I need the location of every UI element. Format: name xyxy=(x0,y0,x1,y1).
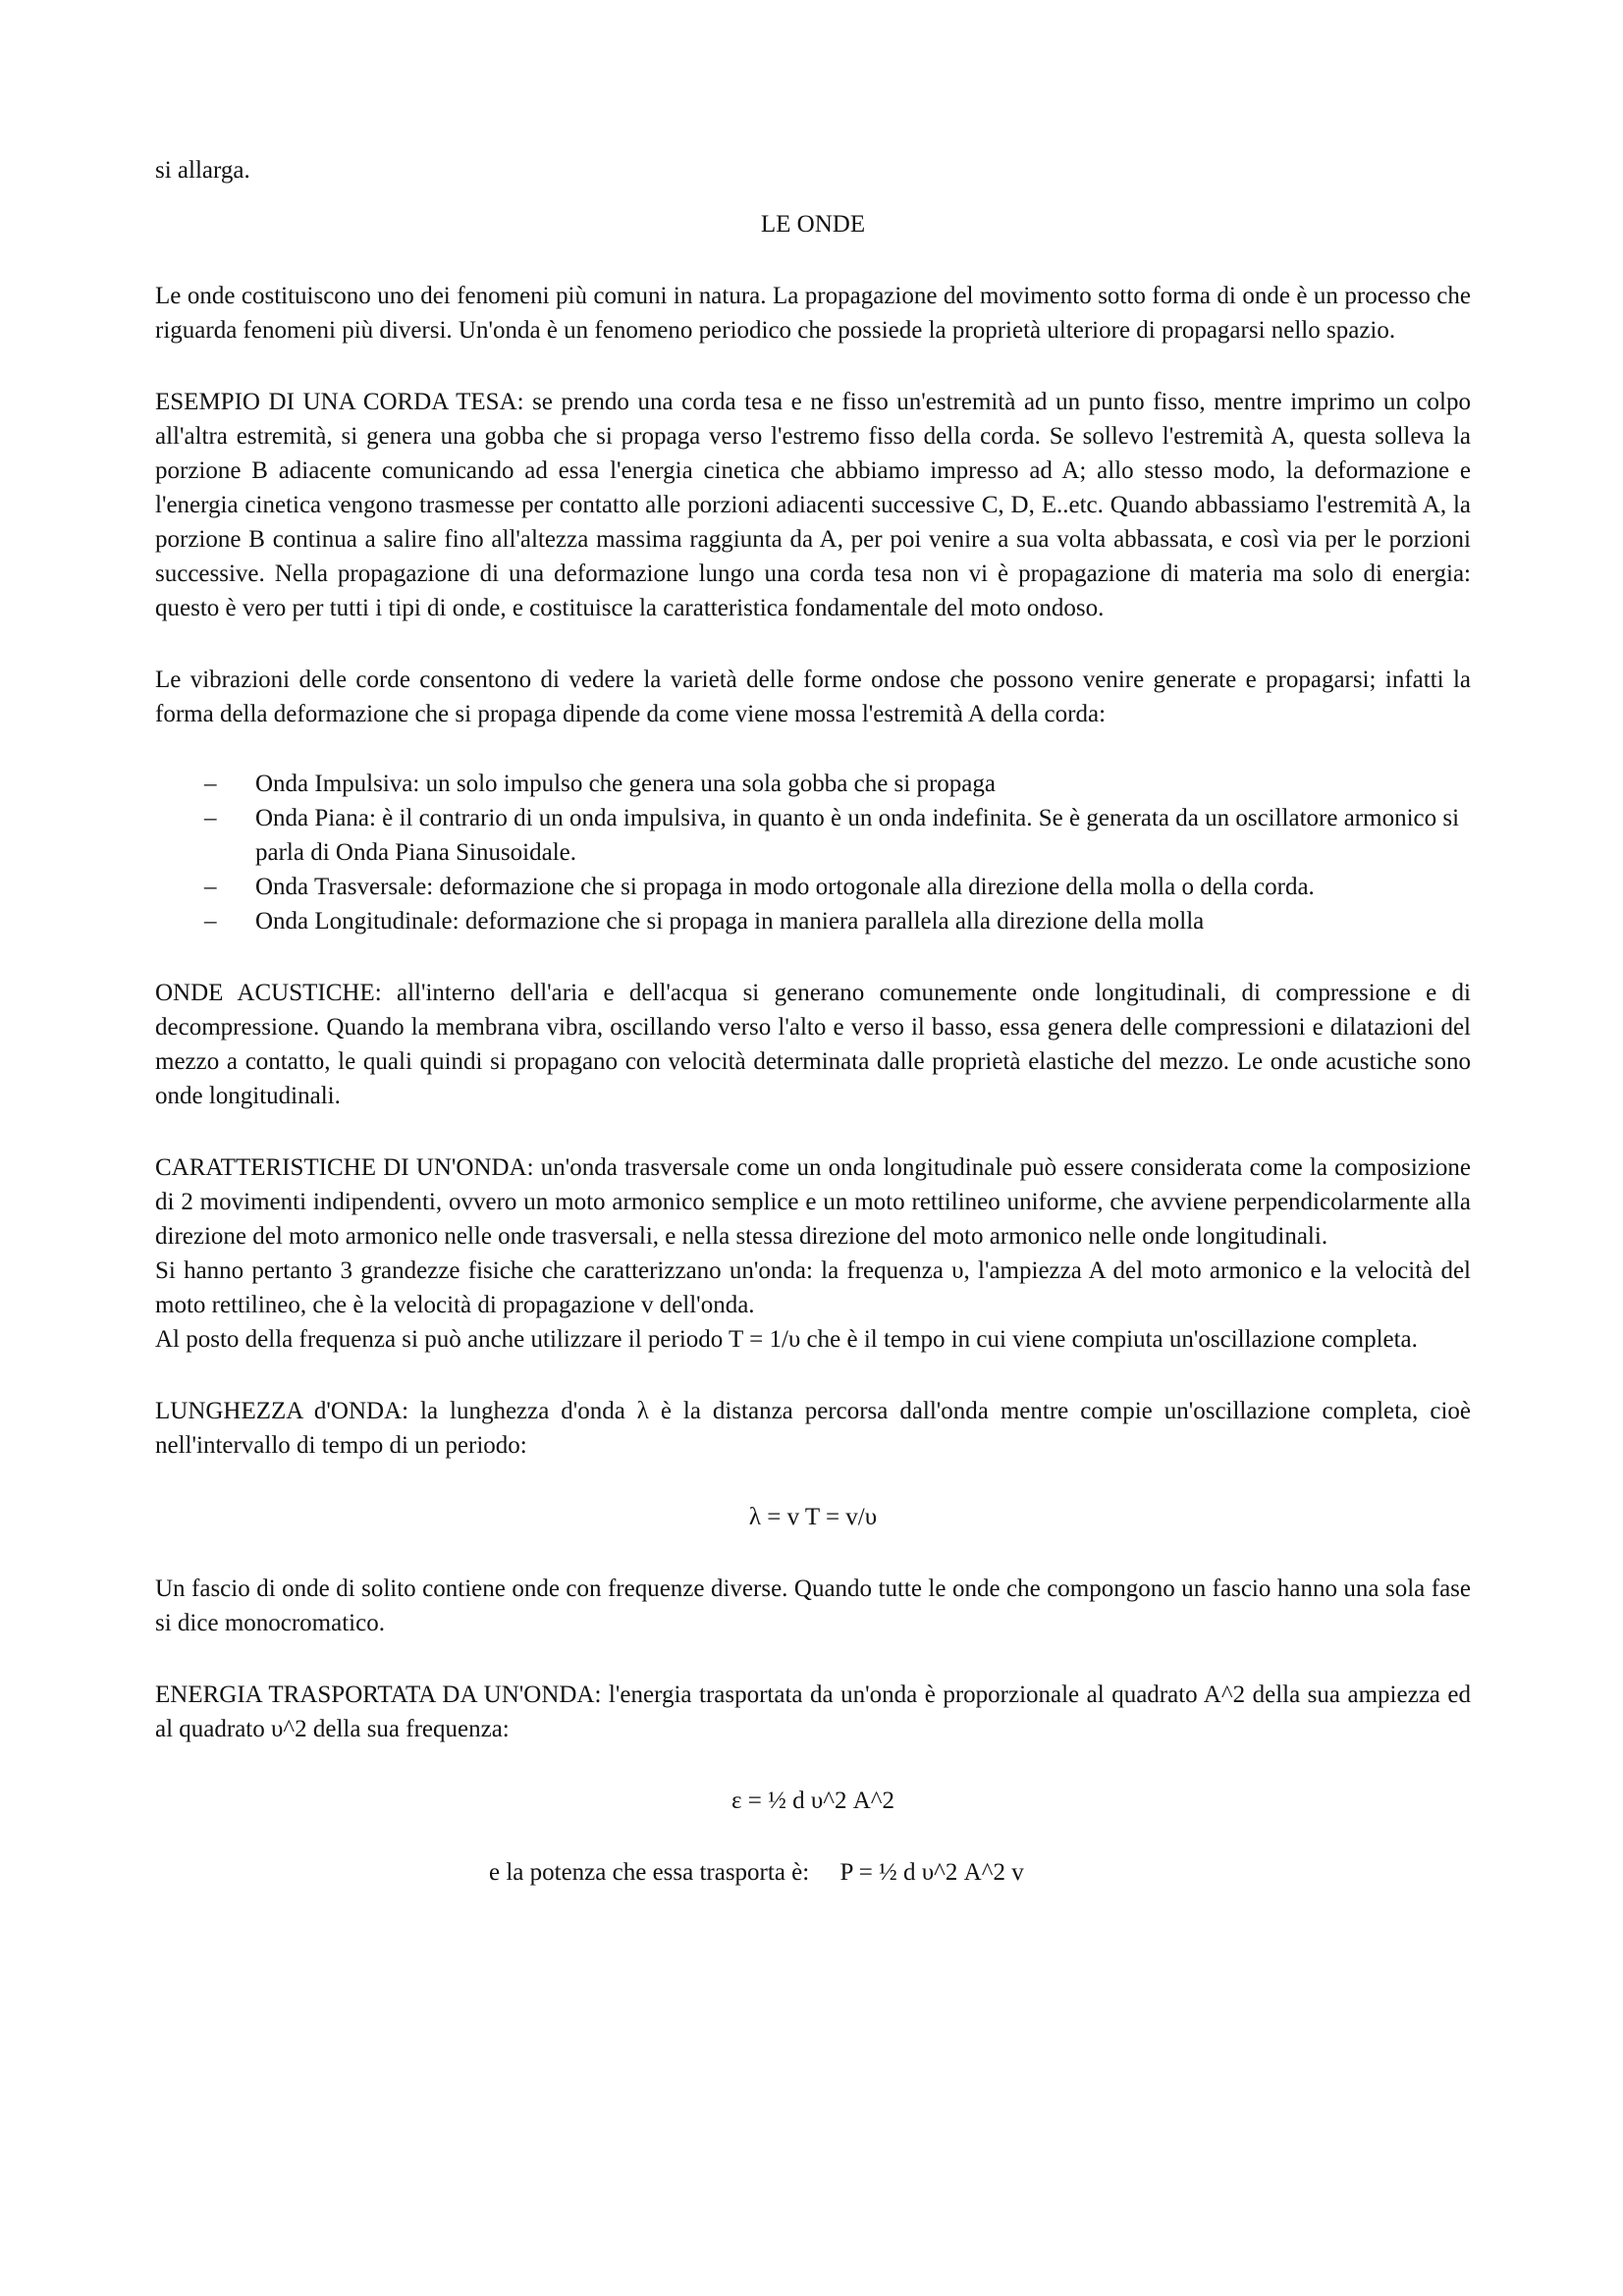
paragraph-intro: Le onde costituiscono uno dei fenomeni più comuni in natura. La propagazione del movimento sotto forma di onde è un processo che riguarda fenomeni più diversi. Un'onda è un fenomeno periodico che possiede la proprietà ulteriore di propagarsi nello spazio. xyxy=(155,283,1471,344)
section-title: LE ONDE xyxy=(760,211,866,238)
formula-wavelength: λ = v T = v/υ xyxy=(748,1504,878,1530)
page-content xyxy=(155,153,1471,1890)
list-item xyxy=(155,801,1471,870)
paragraph-vibrazioni: Le vibrazioni delle corde consentono di vedere la varietà delle forme ondose che possono venire generate e propagarsi; infatti la forma della deformazione che si propaga dipende da come viene mossa l'estremità A della corda: xyxy=(155,667,1471,727)
paragraph-lunghezza-onda: LUNGHEZZA d'ONDA: la lunghezza d'onda λ è la distanza percorsa dall'onda mentre compie un'oscillazione completa, cioè nell'intervallo di tempo di un periodo: xyxy=(155,1398,1471,1459)
paragraph-corda-tesa: ESEMPIO DI UNA CORDA TESA: se prendo una corda tesa e ne fisso un'estremità ad un punto fisso, mentre imprimo un colpo all'altra estremità, si genera una gobba che si propaga verso l'estremo fisso della corda. Se sollevo l'estremità A, questa solleva la porzione B adiacente comunicando ad essa l'energia cinetica che abbiamo impresso ad A; allo stesso modo, la deformazione e l'energia cinetica vengono trasmesse per contatto alle porzioni adiacenti successive C, D, E..etc. Quando abbassiamo l'estremità A, la porzione B continua a salire fino all'altezza massima raggiunta da A, per poi venire a sua volta abbassata, e così via per le porzioni successive. Nella propagazione di una deformazione lungo una corda tesa non vi è propagazione di materia ma solo di energia: questo è vero per tutti i tipi di onde, e costituisce la caratteristica fondamentale del moto ondoso. xyxy=(155,389,1471,621)
paragraph-fascio: Un fascio di onde di solito contiene onde con frequenze diverse. Quando tutte le onde che compongono un fascio hanno una sola fase si dice monocromatico. xyxy=(155,1575,1471,1636)
dash-bullet: – xyxy=(204,874,217,900)
list-item xyxy=(155,870,1471,904)
paragraph-energia: ENERGIA TRASPORTATA DA UN'ONDA: l'energia trasportata da un'onda è proporzionale al quadrato A^2 della sua ampiezza ed al quadrato υ^2 della sua frequenza: xyxy=(155,1682,1471,1742)
paragraph-caratteristiche: CARATTERISTICHE DI UN'ONDA: un'onda trasversale come un onda longitudinale può essere considerata come la composizione di 2 movimenti indipendenti, ovvero un moto armonico semplice e un moto rettilineo uniforme, che avviene perpendicolarmente alla direzione del moto armonico nelle onde trasversali, e nella stessa direzione del moto armonico nelle onde longitudinali. xyxy=(155,1154,1471,1250)
dash-bullet: – xyxy=(204,908,217,934)
paragraph-periodo: Al posto della frequenza si può anche utilizzare il periodo T = 1/υ che è il tempo in cui viene compiuta un'oscillazione completa. xyxy=(155,1326,1418,1353)
dash-bullet: – xyxy=(204,771,217,797)
list-item xyxy=(155,767,1471,801)
paragraph-grandezze: Si hanno pertanto 3 grandezze fisiche che caratterizzano un'onda: la frequenza υ, l'ampiezza A del moto armonico e la velocità del moto rettilineo, che è la velocità di propagazione v dell'onda. xyxy=(155,1257,1471,1318)
paragraph-onde-acustiche: ONDE ACUSTICHE: all'interno dell'aria e dell'acqua si generano comunemente onde longitudinali, di compressione e di decompressione. Quando la membrana vibra, oscillando verso l'alto e verso il basso, essa genera delle compressioni e dilatazioni del mezzo a contatto, le quali quindi si propagano con velocità determinata dalle proprietà elastiche del mezzo. Le onde acustiche sono onde longitudinali. xyxy=(155,980,1471,1109)
list-item-text: Onda Impulsiva: un solo impulso che genera una sola gobba che si propaga xyxy=(255,771,996,797)
dash-bullet: – xyxy=(204,805,217,831)
list-item-text: Onda Longitudinale: deformazione che si propaga in maniera parallela alla direzione della molla xyxy=(255,908,1205,934)
formula-power: e la potenza che essa trasporta è: P = ½ d υ^2 A^2 v xyxy=(489,1859,1024,1886)
intro-fragment: si allarga. xyxy=(155,157,250,184)
list-item-text: Onda Trasversale: deformazione che si propaga in modo ortogonale alla direzione della molla o della corda. xyxy=(255,874,1315,900)
list-item xyxy=(155,904,1471,938)
list-item-text: Onda Piana: è il contrario di un onda impulsiva, in quanto è un onda indefinita. Se è generata da un oscillatore armonico si parla di Onda Piana Sinusoidale. xyxy=(255,805,1460,866)
formula-energy: ε = ½ d υ^2 A^2 xyxy=(731,1788,894,1814)
wave-types-list xyxy=(155,767,1471,938)
